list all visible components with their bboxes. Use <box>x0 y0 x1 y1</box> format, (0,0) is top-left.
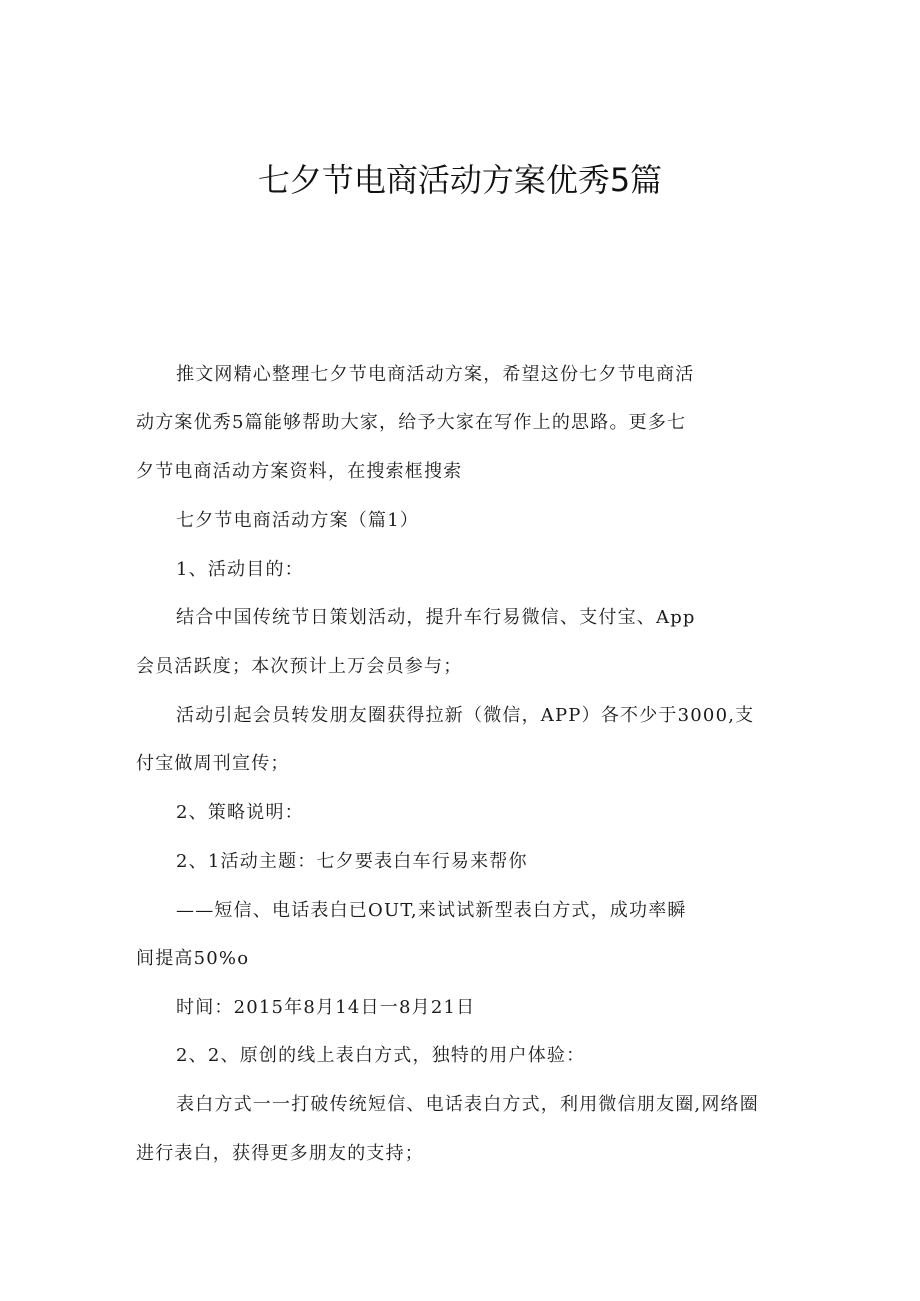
paragraph-line: 付宝做周刊宣传； <box>136 753 290 774</box>
paragraph-line: 间提高50%o <box>136 948 250 969</box>
paragraph-line: 结合中国传统节日策划活动，提升车行易微信、支付宝、App <box>176 607 696 628</box>
paragraph-line: 活动引起会员转发朋友圈获得拉新（微信，APP）各不少于3000,支 <box>176 705 755 726</box>
paragraph-line: 推文网精心整理七夕节电商活动方案，希望这份七夕节电商活 <box>176 364 695 385</box>
paragraph-line: 进行表白，获得更多朋友的支持； <box>136 1143 424 1164</box>
paragraph-line: ——短信、电话表白已OUT,来试试新型表白方式，成功率瞬 <box>176 900 687 921</box>
section-heading: 七夕节电商活动方案（篇1） <box>176 510 420 531</box>
paragraph-line: 会员活跃度；本次预计上万会员参与； <box>136 656 463 677</box>
paragraph-line: 夕节电商活动方案资料，在搜索框搜索 <box>136 461 463 482</box>
paragraph-line: 2、1活动主题：七夕要表白车行易来帮你 <box>176 851 528 872</box>
paragraph-line: 时间：2015年8月14日一8月21日 <box>176 997 476 1018</box>
paragraph-line: 2、2、原创的线上表白方式，独特的用户体验： <box>176 1045 586 1066</box>
paragraph-line: 动方案优秀5篇能够帮助大家，给予大家在写作上的思路。更多七 <box>136 412 687 433</box>
section-heading: 2、策略说明： <box>176 802 304 823</box>
section-heading: 1、活动目的： <box>176 559 304 580</box>
paragraph-line: 表白方式一一打破传统短信、电话表白方式，利用微信朋友圈,网络圈 <box>176 1094 759 1115</box>
document-title: 七夕节电商活动方案优秀5篇 <box>257 161 663 199</box>
